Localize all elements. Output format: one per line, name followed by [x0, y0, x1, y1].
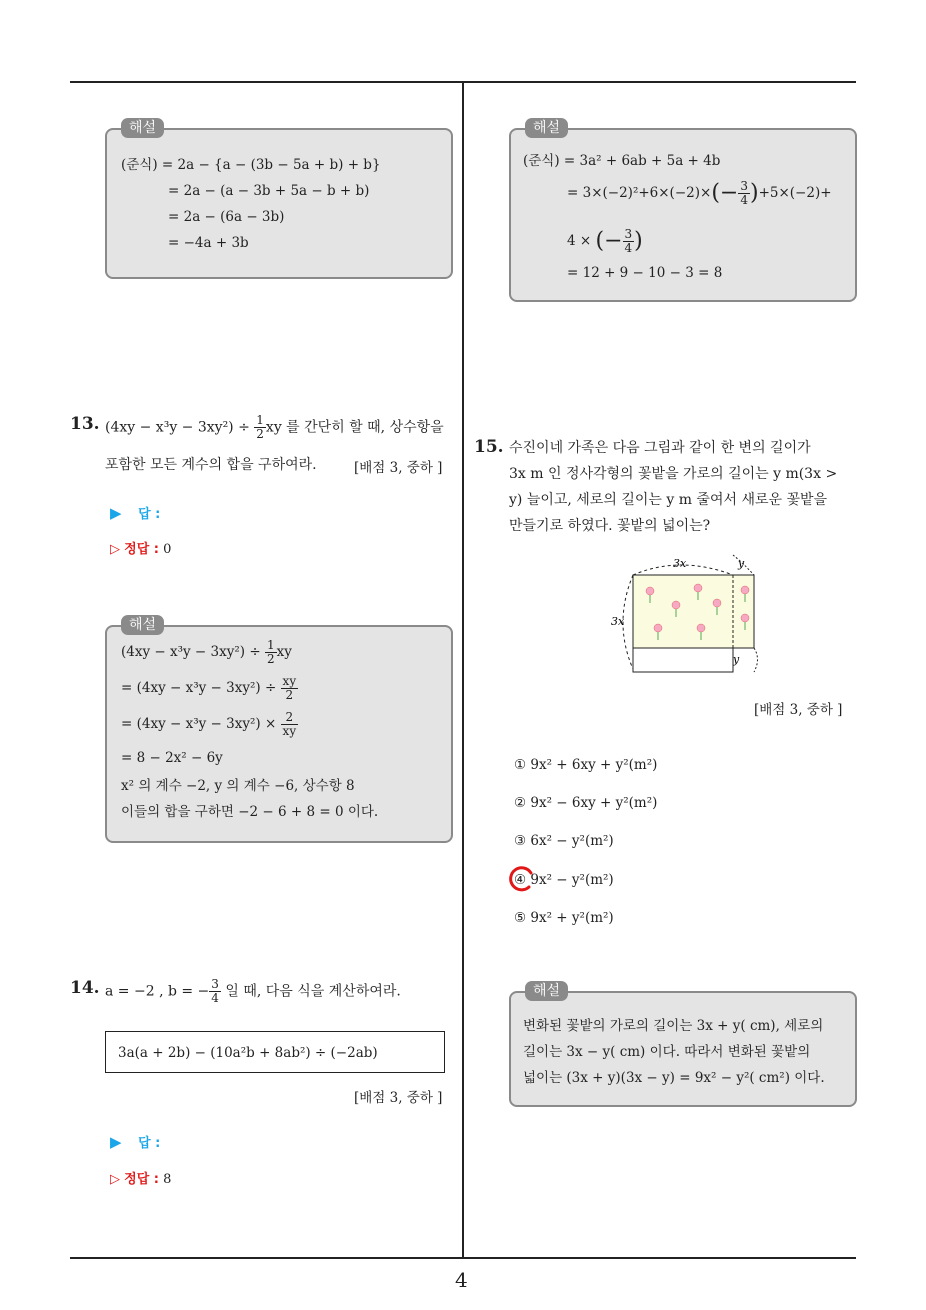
explanation-line-1: [121, 639, 292, 666]
fraction: [281, 675, 299, 702]
q15-line: 수진이네 가족은 다음 그림과 같이 한 변의 길이가: [509, 440, 811, 456]
q13-expression: [105, 414, 444, 441]
expr-part: +5×(−2)+: [758, 185, 832, 201]
correct-answer-circle-icon: [506, 864, 536, 894]
expr-part: xy: [276, 644, 292, 660]
explanation-line: 길이는 3x − y( cm) 이다. 따라서 변화된 꽃밭의: [523, 1044, 811, 1060]
left-explanation-box-1: [105, 120, 453, 279]
frac-denominator: 2: [256, 427, 264, 441]
q13-correct-row: [110, 538, 171, 557]
frac-denominator: 4: [740, 193, 748, 207]
frac-numerator: 1: [256, 413, 264, 427]
explanation-tag: 해설: [121, 118, 164, 138]
frac-denominator: 4: [624, 241, 633, 255]
play-triangle-icon: ▶: [110, 504, 122, 522]
paren-close: ): [749, 180, 759, 206]
fraction: [623, 228, 635, 255]
explanation-line-3: [567, 228, 643, 255]
explanation-tag: 해설: [525, 118, 568, 138]
column-divider: [462, 83, 464, 1259]
q15-line: y) 늘이고, 세로의 길이는 y m 줄여서 새로운 꽃밭을: [509, 492, 828, 508]
choice-2[interactable]: ② 9x² − 6xy + y²(m²): [514, 795, 658, 811]
explanation-tag: 해설: [525, 981, 568, 1001]
right-explanation-box-1: [509, 120, 857, 302]
q15-line: 만들기로 하였다. 꽃밭의 넓이는?: [509, 518, 711, 534]
q14-cond-right: 일 때, 다음 식을 계산하여라.: [220, 983, 401, 1000]
frac-denominator: 2: [266, 652, 275, 666]
figure-label-top-right: y: [738, 557, 745, 570]
expr-part: = (4xy − x³y − 3xy²) ×: [121, 716, 281, 732]
correct-value: 0: [163, 542, 172, 557]
correct-value: 8: [163, 1172, 172, 1187]
q13-expr-left: (4xy − x³y − 3xy²) ÷: [105, 419, 255, 436]
question-number-14: 14.: [70, 978, 100, 998]
outline-triangle-icon: ▷: [110, 542, 120, 557]
explanation-line: 변화된 꽃밭의 가로의 길이는 3x + y( cm), 세로의: [523, 1018, 824, 1034]
explanation-line-1: (준식) = 3a² + 6ab + 5a + 4b: [523, 153, 721, 169]
flower-garden-figure: [605, 553, 765, 678]
frac-numerator: xy: [282, 674, 297, 688]
expr-part: (4xy − x³y − 3xy²) ÷: [121, 644, 265, 660]
explanation-line: = −4a + 3b: [168, 235, 249, 251]
choice-5[interactable]: ⑤ 9x² + y²(m²): [514, 910, 614, 926]
explanation-line: = 2a − (6a − 3b): [168, 209, 285, 225]
frac-numerator: 2: [281, 711, 299, 725]
fraction: [265, 639, 277, 666]
q14-cond-left: a = −2 , b = −: [105, 983, 210, 1000]
expr-part: = 3×(−2)²+6×(−2)×: [567, 185, 712, 201]
bottom-rule: [70, 1257, 856, 1259]
explanation-line-2: [567, 180, 832, 207]
expr-part: = (4xy − x³y − 3xy²) ÷: [121, 680, 281, 696]
frac-denominator: xy: [282, 724, 297, 738]
q13-fraction: [254, 414, 266, 441]
correct-label: 정답 :: [124, 1172, 159, 1187]
q13-line2: 포함한 모든 계수의 합을 구하여라.: [105, 457, 317, 473]
play-triangle-icon: ▶: [110, 1133, 122, 1151]
explanation-line-2: [121, 675, 298, 702]
q15-score: [배점 3, 중하 ]: [754, 702, 843, 718]
fraction: [738, 180, 750, 207]
figure-label-right: y: [733, 653, 740, 666]
left-explanation-box-2: [105, 617, 453, 843]
explanation-line: 넓이는 (3x + y)(3x − y) = 9x² − y²( cm²) 이다.: [523, 1070, 825, 1086]
frac-numerator: 3: [740, 179, 748, 193]
right-explanation-box-2: [509, 983, 857, 1107]
explanation-line-6: 이들의 합을 구하면 −2 − 6 + 8 = 0 이다.: [121, 804, 379, 820]
explanation-line: (준식) = 2a − {a − (3b − 5a + b) + b}: [121, 157, 381, 173]
q13-expr-right: xy 를 간단히 할 때, 상수항을: [265, 419, 444, 436]
q14-condition: [105, 978, 401, 1005]
paren-open: (−: [595, 228, 623, 254]
explanation-tag: 해설: [121, 615, 164, 635]
paren-close: ): [634, 228, 643, 254]
frac-numerator: 1: [266, 638, 275, 652]
explanation-line-4: = 8 − 2x² − 6y: [121, 750, 223, 766]
explanation-line-5: x² 의 계수 −2, y 의 계수 −6, 상수항 8: [121, 778, 355, 794]
paren-open: (−: [711, 180, 739, 206]
choice-3[interactable]: ③ 6x² − y²(m²): [514, 833, 614, 849]
q14-answer-row[interactable]: [110, 1132, 160, 1151]
q14-fraction: [209, 978, 221, 1005]
frac-denominator: 4: [211, 991, 219, 1005]
q13-answer-row[interactable]: [110, 503, 160, 522]
explanation-line-3: [121, 711, 298, 738]
expr-part: 4 ×: [567, 233, 596, 249]
q14-correct-row: [110, 1168, 171, 1187]
q15-line: 3x m 인 정사각형의 꽃밭을 가로의 길이는 y m(3x >: [509, 466, 838, 482]
correct-label: 정답 :: [124, 542, 159, 557]
frac-denominator: 2: [285, 688, 294, 702]
page-number: 4: [455, 1268, 468, 1292]
figure-label-top: 3x: [673, 557, 687, 570]
explanation-line-4: = 12 + 9 − 10 − 3 = 8: [567, 265, 723, 281]
question-number-13: 13.: [70, 414, 100, 434]
figure-label-left: 3x: [611, 615, 625, 628]
choice-4[interactable]: ④ 9x² − y²(m²): [514, 872, 614, 888]
answer-label: 답 :: [138, 1136, 161, 1151]
fraction: [281, 711, 299, 738]
q14-score: [배점 3, 중하 ]: [354, 1090, 443, 1106]
question-number-15: 15.: [474, 437, 504, 457]
frac-numerator: 3: [211, 977, 219, 991]
outline-triangle-icon: ▷: [110, 1172, 120, 1187]
frac-numerator: 3: [624, 227, 633, 241]
explanation-line: = 2a − (a − 3b + 5a − b + b): [168, 183, 370, 199]
q13-score: [배점 3, 중하 ]: [354, 460, 443, 476]
q14-boxed-text: 3a(a + 2b) − (10a²b + 8ab²) ÷ (−2ab): [118, 1045, 378, 1061]
answer-label: 답 :: [138, 507, 161, 522]
q14-boxed-expression: [105, 1031, 445, 1073]
choice-1[interactable]: ① 9x² + 6xy + y²(m²): [514, 757, 658, 773]
